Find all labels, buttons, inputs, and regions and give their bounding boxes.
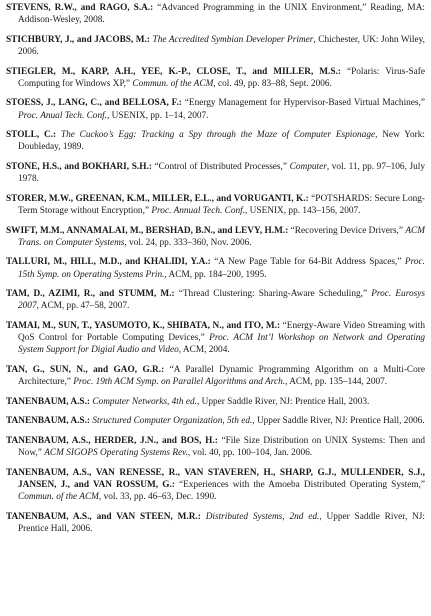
reference-details: , ACM, pp. 184–200, 1995. (164, 269, 267, 280)
reference-entry (6, 511, 425, 535)
reference-title: The Accredited Symbian Developer Primer (152, 34, 314, 45)
reference-authors: TALLURI, M., HILL, M.D., and KHALIDI, Y.A.: (6, 257, 211, 268)
reference-title: Commun. of the ACM (18, 492, 99, 503)
reference-entry (6, 129, 425, 153)
reference-entry (6, 97, 425, 121)
reference-details: , Chichester, UK: John Wiley, 2006. (18, 34, 425, 57)
reference-details: , vol. 33, pp. 46–63, Dec. 1990. (98, 492, 217, 503)
reference-title: ACM Trans. on Computer Systems (18, 225, 425, 248)
reference-authors: TANENBAUM, A.S., VAN RENESSE, R., VAN STAVEREN, H., SHARP, G.J., MULLENDER, S.J., JANSEN, J., and VAN ROSSUM, G.: (6, 467, 425, 490)
reference-authors: SWIFT, M.M., ANNAMALAI, M., BERSHAD, B.N., and LEVY, H.M.: (6, 225, 289, 236)
reference-text: “Recovering Device Drivers,” (288, 225, 406, 236)
reference-details: , USENIX, pp. 1–14, 2007. (107, 110, 209, 121)
reference-details: , New York: Doubleday, 1989. (18, 130, 425, 153)
reference-authors: TANENBAUM, A.S., and VAN STEEN, M.R.: (6, 511, 201, 522)
reference-entry (6, 2, 425, 26)
reference-details: , Upper Saddle River, NJ: Prentice Hall, 2003. (196, 396, 370, 407)
reference-details: , ACM, pp. 135–144, 2007. (285, 377, 388, 388)
reference-details: , ACM, 2004. (178, 345, 230, 356)
reference-text: “A Parallel Dynamic Programming Algorithm on a Multi-Core Architecture,” (18, 364, 425, 388)
reference-entry (6, 396, 425, 408)
reference-title: Proc. Eurosys 2007 (18, 289, 425, 312)
reference-title: Distributed Systems, 2nd ed. (205, 511, 320, 522)
reference-authors: TANENBAUM, A.S., HERDER, J.N., and BOS, H.: (6, 435, 218, 446)
reference-title: Proc. 15th Symp. on Operating Systems Prin. (18, 257, 425, 280)
reference-details: , col. 49, pp. 83–88, Sept. 2006. (213, 78, 332, 89)
reference-text: “Polaris: Virus-Safe Computing for Windows XP,” (18, 66, 425, 89)
reference-details: , USENIX, pp. 143–156, 2007. (245, 205, 361, 216)
reference-entry (6, 34, 425, 58)
reference-authors: STOESS, J., LANG, C., and BELLOSA, F.: (6, 98, 182, 109)
reference-authors: STOLL, C.: (6, 130, 57, 141)
reference-authors: STICHBURY, J., and JACOBS, M.: (6, 34, 150, 45)
reference-entry (6, 415, 425, 427)
reference-entry (6, 288, 425, 312)
reference-title: ACM SIGOPS Operating Systems Rev. (44, 448, 188, 459)
reference-authors: STIEGLER, M., KARP, A.H., YEE, K.-P., CLOSE, T., and MILLER, M.S.: (6, 66, 341, 77)
reference-details: , vol. 11, pp. 97–106, July 1978. (18, 161, 425, 185)
reference-authors: TAM, D., AZIMI, R., and STUMM, M.: (6, 289, 175, 300)
reference-entry (6, 320, 425, 357)
reference-text: “Experiences with the Amoeba Distributed Operating System,” (174, 479, 425, 490)
reference-entry (6, 225, 425, 249)
reference-text: “A New Page Table for 64-Bit Address Spaces,” (210, 257, 405, 268)
reference-title: Proc. ACM Int’l Workshop on Network and Operating System Support for Digial Audio and Video (18, 333, 425, 356)
reference-text: “Thread Clustering: Sharing-Aware Scheduling,” (174, 289, 372, 300)
reference-authors: TAMAI, M., SUN, T., YASUMOTO, K., SHIBATA, N., and ITO, M.: (6, 320, 281, 331)
reference-title: Proc. Anual Tech. Conf. (18, 110, 108, 121)
reference-entry (6, 364, 425, 388)
reference-details: , ACM, pp. 47–58, 2007. (36, 301, 130, 312)
reference-title: Structured Computer Organization, 5th ed. (92, 416, 253, 427)
reference-title: Commun. of the ACM (132, 78, 214, 89)
reference-text: “Energy-Aware Video Streaming with QoS Control for Portable Computing Devices,” (18, 320, 425, 344)
reference-entry (6, 193, 425, 217)
reference-authors: STEVENS, R.W., and RAGO, S.A.: (6, 3, 154, 13)
reference-text: “Advanced Programming in the UNIX Environment,” Reading, MA: Addison-Wesley, 2008. (18, 3, 425, 26)
reference-text: “Control of Distributed Processes,” (151, 161, 290, 172)
reference-entry (6, 435, 425, 459)
reference-entry (6, 66, 425, 90)
reference-title: Proc. Annual Tech. Conf. (151, 205, 246, 216)
reference-title: Proc. 19th ACM Symp. on Parallel Algorithms and Arch. (73, 377, 286, 388)
reference-details: , Upper Saddle River, NJ: Prentice Hall, 2006. (252, 416, 425, 427)
reference-authors: STONE, H.S., and BOKHARI, S.H.: (6, 161, 152, 172)
reference-text: “File Size Distribution on UNIX Systems: Then and Now,” (18, 435, 425, 459)
reference-title: Computer (289, 161, 327, 172)
reference-details: , Upper Saddle River, NJ: Prentice Hall, 2006. (18, 511, 426, 534)
reference-title: Computer Networks, 4th ed. (92, 396, 197, 407)
reference-authors: TANENBAUM, A.S.: (6, 416, 91, 427)
reference-details: , vol. 40, pp. 100–104, Jan. 2006. (187, 448, 313, 459)
reference-text: “POTSHARDS: Secure Long-Term Storage without Encryption,” (18, 193, 425, 216)
reference-authors: TANENBAUM, A.S.: (6, 396, 91, 407)
reference-entry (6, 256, 425, 280)
reference-entry (6, 467, 425, 504)
reference-title: The Cuckoo’s Egg: Tracking a Spy through the Maze of Computer Espionage (60, 130, 376, 141)
reference-text: “Energy Management for Hypervisor-Based Virtual Machines,” (181, 98, 425, 109)
reference-authors: TAN, G., SUN, N., and GAO, G.R.: (6, 364, 165, 375)
reference-entry (6, 161, 425, 185)
reference-details: , vol. 24, pp. 333–360, Nov. 2006. (124, 237, 252, 248)
reference-authors: STORER, M.W., GREENAN, K.M., MILLER, E.L., and VORUGANTI, K.: (6, 193, 309, 204)
